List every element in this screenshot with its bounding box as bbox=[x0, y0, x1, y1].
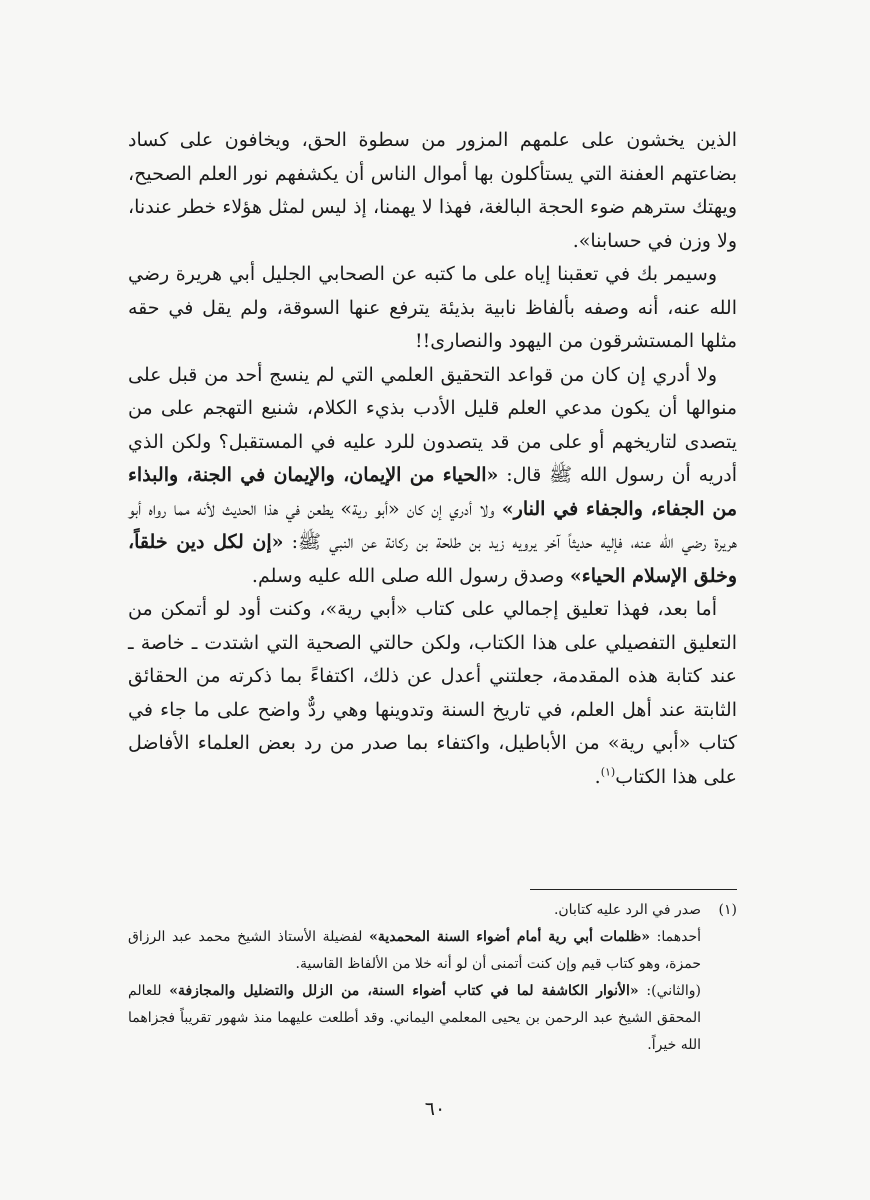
paragraph-2: وسيمر بك في تعقبنا إياه على ما كتبه عن الصحابي الجليل أبي هريرة رضي الله عنه، أنه وصفه بألفاظ نابية بذيئة يترفع عنها السوقة، ولم يقل في حقه مثلها المستشرقون من اليهود والنصارى!! bbox=[128, 263, 737, 352]
first-book-rest: لفضيلة الأستاذ الشيخ محمد عبد الرزاق حمزة، وهو كتاب قيم وإن كنت أتمنى أن لو أنه خلا من الألفاظ القاسية. bbox=[128, 929, 701, 972]
footnotes bbox=[128, 897, 737, 1059]
footnote-second-book bbox=[128, 978, 737, 1059]
paragraph-4-text: أما بعد، فهذا تعليق إجمالي على كتاب «أبي رية»، وكنت أود لو أتمكن من التعليق التفصيلي على هذا الكتاب، ولكن حالتي الصحية التي اشتدت ـ خاصة ـ عند كتابة هذه المقدمة، جعلتني أعدل عن ذلك، اكتفاءً بما ذكرته من الحقائق الثابتة عند أهل العلم، في تاريخ السنة وتدوينها وهي ردٌّ واضح على ما جاء في كتاب «أبي رية» من الأباطيل، واكتفاء بما صدر من رد بعض العلماء الأفاضل على هذا الكتاب bbox=[128, 598, 737, 788]
paragraph-4-end: . bbox=[594, 765, 601, 788]
paragraph-4 bbox=[128, 593, 737, 794]
second-book-rest: للعالم المحقق الشيخ عبد الرحمن بن يحيى المعلمي اليماني. وقد أطلعت عليهما منذ شهور تقريباً فجزاهما الله خيراً. bbox=[128, 983, 701, 1053]
hadith-quote-1: «الحياء من الإيمان، والإيمان في الجنة، والبذاء من الجفاء، والجفاء في النار» bbox=[128, 464, 737, 520]
footnote-number: (١) bbox=[718, 902, 737, 918]
paragraph-3 bbox=[128, 359, 737, 594]
paragraph-1: الذين يخشون على علمهم المزور من سطوة الحق، ويخافون على كساد بضاعتهم العفنة التي يستأكلون بها أموال الناس أن يكشفهم نور العلم الصحيح، ويهتك سترهم ضوء الحجة البالغة، فهذا لا يهمنا، إذ ليس لمثل هؤلاء خطر عندنا، ولا وزن في حسابنا». bbox=[128, 129, 737, 252]
footnote-reference[interactable]: (١) bbox=[600, 765, 616, 779]
footnote-intro-text: صدر في الرد عليه كتابان. bbox=[553, 902, 701, 918]
paragraph-3-part-e: وصدق رسول الله صلى الله عليه وسلم. bbox=[251, 564, 570, 587]
footnote-first-book bbox=[128, 924, 737, 978]
second-book-title: «الأنوار الكاشفة لما في كتاب أضواء السنة، من الزلل والتضليل والمجازفة» bbox=[169, 983, 639, 999]
page-number: ٦٠ bbox=[424, 1098, 446, 1120]
footnote-1-intro bbox=[128, 897, 737, 924]
paragraph-3-part-a: ولا أدري إن كان من قواعد التحقيق العلمي التي لم ينسج أحد من قبل على منوالها أن يكون مدعي العلم قليل الأدب بذيء الكلام، شنيع التهجم على من يتصدى لتاريخهم أو على من قد يتصدون للرد عليه في المستقبل؟ ولكن الذي أدريه أن رسول الله ﷺ قال: bbox=[128, 363, 737, 486]
paragraph-3-part-c: ولا أدري إن كان «أبو رية» يطعن في هذا الحديث لأنه مما رواه أبو هريرة رضي الله عنه، فإليه حديثاً آخر يرويه زيد بن طلحة بن ركانة عن النبي ﷺ: bbox=[128, 497, 738, 553]
first-book-title: «ظلمات أبي رية أمام أضواء السنة المحمدية» bbox=[369, 929, 651, 945]
main-text bbox=[128, 124, 737, 794]
footnote-divider bbox=[530, 889, 737, 890]
first-book-label: أحدهما: bbox=[650, 929, 701, 945]
hadith-quote-2: «إن لكل دين خلقاً، وخلق الإسلام الحياء» bbox=[128, 531, 737, 587]
second-book-label: (والثاني): bbox=[638, 983, 701, 999]
